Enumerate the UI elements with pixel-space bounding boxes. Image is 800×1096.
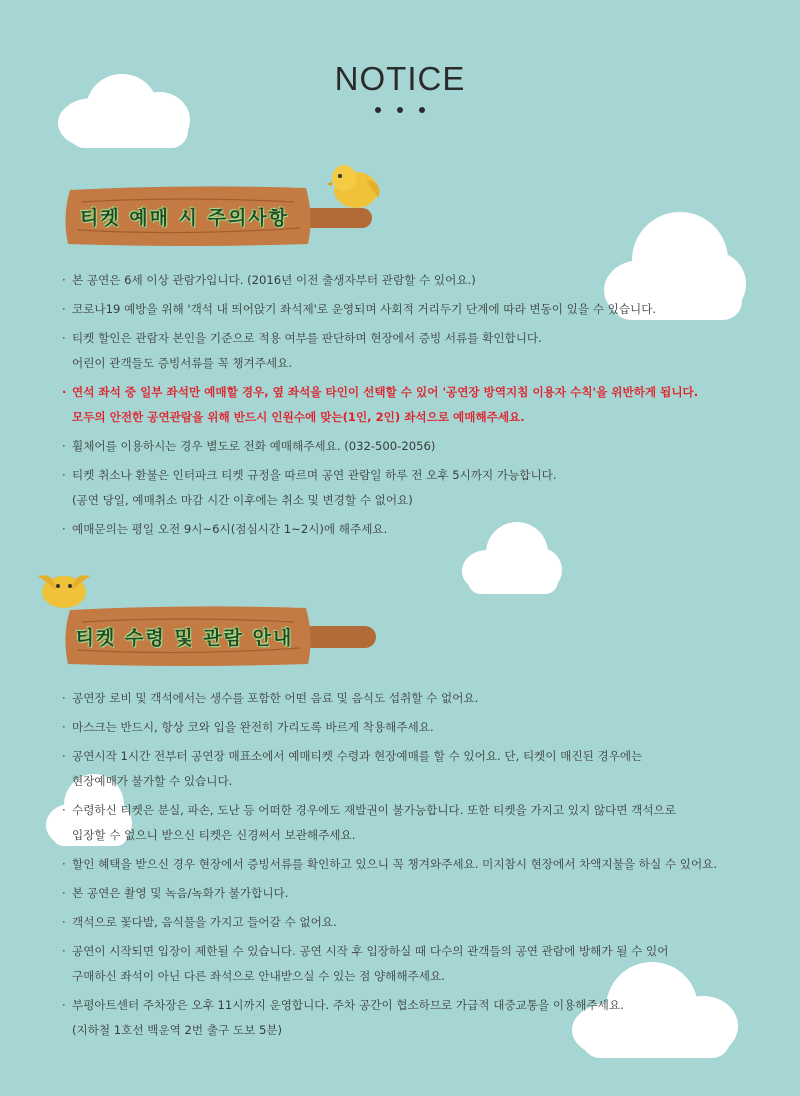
list-item: · 티켓 할인은 관람자 본인을 기준으로 적용 여부를 판단하며 현장에서 증빙 서류를 확인합니다. 어린이 관객들도 증빙서류를 꼭 챙겨주세요. <box>62 326 762 376</box>
list-item: · 공연장 로비 및 객석에서는 생수를 포함한 어떤 음료 및 음식도 섭취할 수 없어요. <box>62 686 762 711</box>
list-item: · 할인 혜택을 받으신 경우 현장에서 증빙서류를 확인하고 있으니 꼭 챙겨와주세요. 미지참시 현장에서 차액지불을 하실 수 있어요. <box>62 852 762 877</box>
section-2-list <box>62 686 762 1047</box>
bird-icon <box>326 158 386 214</box>
list-item: · 티켓 취소나 환불은 인터파크 티켓 규정을 따르며 공연 관람일 하루 전 오후 5시까지 가능합니다. (공연 당일, 예매취소 마감 시간 이후에는 취소 및 변경할 수 없어요) <box>62 463 762 513</box>
list-item: · 본 공연은 촬영 및 녹음/녹화가 불가합니다. <box>62 881 762 906</box>
list-item-alert: · 연석 좌석 중 일부 좌석만 예매할 경우, 옆 좌석을 타인이 선택할 수 있어 '공연장 방역지침 이용자 수칙'을 위반하게 됩니다. 모두의 안전한 공연관람을 위해 반드시 인원수에 맞는(1인, 2인) 좌석으로 예매해주세요. <box>62 380 762 430</box>
list-item: · 본 공연은 6세 이상 관람가입니다. (2016년 이전 출생자부터 관람할 수 있어요.) <box>62 268 762 293</box>
list-item: · 마스크는 반드시, 항상 코와 입을 완전히 가리도록 바르게 착용해주세요. <box>62 715 762 740</box>
page-title: NOTICE <box>334 60 466 97</box>
list-item: · 휠체어를 이용하시는 경우 별도로 전화 예매해주세요. (032-500-2056) <box>62 434 762 459</box>
list-item: · 부평아트센터 주차장은 오후 11시까지 운영합니다. 주차 공간이 협소하므로 가급적 대중교통을 이용해주세요. (지하철 1호선 백운역 2번 출구 도보 5분) <box>62 993 762 1043</box>
list-item: · 공연이 시작되면 입장이 제한될 수 있습니다. 공연 시작 후 입장하실 때 다수의 관객들의 공연 관람에 방해가 될 수 있어 구매하신 좌석이 아닌 다른 좌석으로 안내받으실 수 있는 점 양해해주세요. <box>62 939 762 989</box>
section-1-heading: 티켓 예매 시 주의사항 <box>79 206 290 229</box>
list-item: · 코로나19 예방을 위해 '객석 내 띄어앉기 좌석제'로 운영되며 사회적 거리두기 단계에 따라 변동이 있을 수 있습니다. <box>62 297 762 322</box>
list-item: · 객석으로 꽃다발, 음식물을 가지고 들어갈 수 없어요. <box>62 910 762 935</box>
title-dots-decoration <box>370 107 430 117</box>
list-item: · 수령하신 티켓은 분실, 파손, 도난 등 어떠한 경우에도 재발권이 불가능합니다. 또한 티켓을 가지고 있지 않다면 객석으로 입장할 수 없으니 받으신 티켓은 신경써서 보관해주세요. <box>62 798 762 848</box>
list-item: · 공연시작 1시간 전부터 공연장 매표소에서 예매티켓 수령과 현장예매를 할 수 있어요. 단, 티켓이 매진된 경우에는 현장예매가 불가할 수 있습니다. <box>62 744 762 794</box>
section-heading-board <box>62 604 382 668</box>
section-1-list <box>62 268 762 546</box>
section-2-heading: 티켓 수령 및 관람 안내 <box>75 626 294 649</box>
list-item: · 예매문의는 평일 오전 9시~6시(점심시간 1~2시)에 해주세요. <box>62 517 762 542</box>
